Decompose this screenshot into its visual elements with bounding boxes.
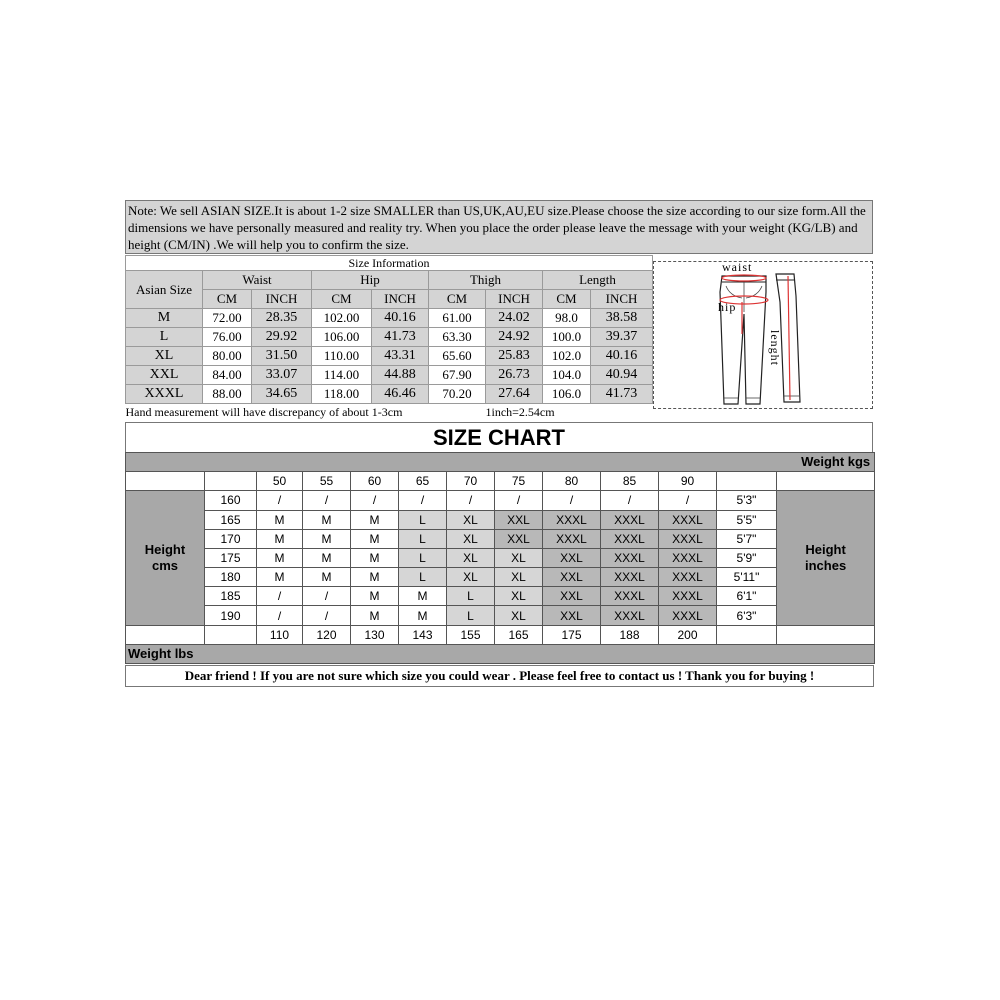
size-cell: XXL	[495, 529, 543, 548]
measurement-cell: 38.58	[591, 309, 653, 328]
size-cell: M	[351, 587, 399, 606]
height-row	[126, 510, 875, 529]
size-cell: /	[399, 491, 447, 510]
measurement-cell: 27.64	[486, 385, 543, 404]
measurement-cell: 25.83	[486, 347, 543, 366]
unit-header: INCH	[372, 290, 429, 309]
waist-header: Waist	[203, 271, 312, 290]
size-information-title: Size Information	[126, 256, 653, 271]
measurement-cell: 46.46	[372, 385, 429, 404]
pants-measurement-diagram	[653, 261, 873, 409]
height-row	[126, 491, 875, 510]
size-cell: XL	[447, 529, 495, 548]
measurement-footnote: Hand measurement will have discrepancy of about 1-3cm	[126, 404, 486, 421]
size-cell: M	[303, 529, 351, 548]
measurement-cell: 65.60	[429, 347, 486, 366]
thigh-header: Thigh	[429, 271, 543, 290]
height-cm-value: 160	[205, 491, 257, 510]
size-information-table	[125, 255, 653, 420]
height-row	[126, 606, 875, 625]
height-cm-value: 170	[205, 529, 257, 548]
weight-kgs-row	[126, 472, 875, 491]
size-cell: XXXL	[659, 548, 717, 567]
measurement-cell: 41.73	[591, 385, 653, 404]
weight-lb-value: 175	[543, 625, 601, 644]
size-cell: M	[399, 587, 447, 606]
size-row	[126, 385, 653, 404]
size-cell: XXXL	[659, 568, 717, 587]
size-cell: XL	[447, 548, 495, 567]
size-cell: M	[257, 529, 303, 548]
measurement-cell: 31.50	[252, 347, 312, 366]
weight-kg-value: 50	[257, 472, 303, 491]
size-cell: M	[399, 606, 447, 625]
weight-lbs-header: Weight lbs	[126, 644, 875, 663]
size-cell: XXL	[543, 568, 601, 587]
height-inch-value: 6'3"	[717, 606, 777, 625]
size-guide-sheet	[125, 200, 875, 687]
size-cell: M	[257, 568, 303, 587]
height-inch-value: 5'11"	[717, 568, 777, 587]
size-label: XL	[126, 347, 203, 366]
size-label: XXXL	[126, 385, 203, 404]
empty-cell	[126, 625, 205, 644]
size-cell: /	[659, 491, 717, 510]
size-cell: /	[303, 587, 351, 606]
size-label: XXL	[126, 366, 203, 385]
conversion-note: 1inch=2.54cm	[486, 404, 653, 421]
measurement-cell: 88.00	[203, 385, 252, 404]
weight-kgs-header: Weight kgs	[126, 453, 875, 472]
measurement-cell: 72.00	[203, 309, 252, 328]
size-row	[126, 366, 653, 385]
size-cell: M	[351, 510, 399, 529]
height-cm-value: 175	[205, 548, 257, 567]
hip-header: Hip	[312, 271, 429, 290]
sizing-note: Note: We sell ASIAN SIZE.It is about 1-2 size SMALLER than US,UK,AU,EU size.Please choose the size according to our size form.All the dimensions we have personally measured and reality try. When you place the order please leave the message with your weight (KG/LB) and height (CM/IN) .We will help you to confirm the size.	[125, 200, 873, 254]
size-cell: /	[303, 491, 351, 510]
size-cell: XXXL	[601, 510, 659, 529]
height-row	[126, 568, 875, 587]
measurement-cell: 41.73	[372, 328, 429, 347]
height-cms-label	[126, 491, 205, 625]
size-cell: XXXL	[659, 587, 717, 606]
size-cell: XL	[447, 510, 495, 529]
size-cell: XXL	[543, 587, 601, 606]
size-cell: L	[447, 587, 495, 606]
measurement-cell: 114.00	[312, 366, 372, 385]
height-cm-value: 185	[205, 587, 257, 606]
weight-lb-value: 130	[351, 625, 399, 644]
size-cell: XL	[495, 568, 543, 587]
length-header: Length	[543, 271, 653, 290]
empty-cell	[777, 625, 875, 644]
measurement-cell: 61.00	[429, 309, 486, 328]
empty-cell	[717, 625, 777, 644]
size-cell: L	[399, 529, 447, 548]
height-cms-label-line2: cms	[151, 557, 179, 573]
size-cell: M	[257, 510, 303, 529]
size-row	[126, 328, 653, 347]
height-inch-value: 6'1"	[717, 587, 777, 606]
weight-lb-value: 200	[659, 625, 717, 644]
size-cell: M	[351, 548, 399, 567]
height-cm-value: 180	[205, 568, 257, 587]
weight-lb-value: 188	[601, 625, 659, 644]
size-cell: XXXL	[543, 529, 601, 548]
size-cell: M	[351, 568, 399, 587]
size-chart-table	[125, 452, 875, 664]
weight-kg-value: 60	[351, 472, 399, 491]
size-cell: /	[257, 491, 303, 510]
measurement-cell: 67.90	[429, 366, 486, 385]
size-cell: XL	[447, 568, 495, 587]
weight-lb-value: 143	[399, 625, 447, 644]
measurement-cell: 110.00	[312, 347, 372, 366]
weight-lbs-row	[126, 625, 875, 644]
unit-header: CM	[203, 290, 252, 309]
weight-kg-value: 80	[543, 472, 601, 491]
size-cell: /	[495, 491, 543, 510]
weight-lb-value: 110	[257, 625, 303, 644]
unit-header: INCH	[252, 290, 312, 309]
size-cell: XXXL	[601, 606, 659, 625]
height-inch-value: 5'5"	[717, 510, 777, 529]
height-inches-label	[777, 491, 875, 625]
size-row	[126, 347, 653, 366]
contact-note: Dear friend ! If you are not sure which size you could wear . Please feel free to contact us ! Thank you for buying !	[125, 665, 874, 687]
measurement-cell: 24.02	[486, 309, 543, 328]
size-cell: /	[543, 491, 601, 510]
size-cell: M	[303, 510, 351, 529]
measurement-cell: 98.0	[543, 309, 591, 328]
height-inch-value: 5'9"	[717, 548, 777, 567]
size-cell: XXL	[543, 606, 601, 625]
waist-label: waist	[722, 260, 753, 274]
height-inches-label-line1: Height	[805, 541, 846, 557]
measurement-cell: 34.65	[252, 385, 312, 404]
measurement-cell: 84.00	[203, 366, 252, 385]
hip-label: hip	[718, 300, 737, 314]
size-cell: M	[351, 529, 399, 548]
size-cell: XXXL	[659, 529, 717, 548]
size-cell: XL	[495, 606, 543, 625]
size-cell: /	[601, 491, 659, 510]
size-cell: /	[303, 606, 351, 625]
height-cm-value: 190	[205, 606, 257, 625]
measurement-cell: 63.30	[429, 328, 486, 347]
size-cell: M	[303, 568, 351, 587]
size-label: L	[126, 328, 203, 347]
size-cell: XXXL	[659, 510, 717, 529]
size-cell: XXXL	[601, 587, 659, 606]
measurement-cell: 40.94	[591, 366, 653, 385]
length-label: lenght	[768, 330, 782, 366]
measurement-cell: 118.00	[312, 385, 372, 404]
unit-header: CM	[312, 290, 372, 309]
height-inch-value: 5'7"	[717, 529, 777, 548]
weight-kg-value: 75	[495, 472, 543, 491]
size-cell: L	[399, 510, 447, 529]
size-cell: /	[257, 587, 303, 606]
size-cell: L	[399, 548, 447, 567]
measurement-cell: 29.92	[252, 328, 312, 347]
height-inch-value: 5'3"	[717, 491, 777, 510]
unit-header: CM	[543, 290, 591, 309]
empty-cell	[717, 472, 777, 491]
height-row	[126, 529, 875, 548]
size-cell: XL	[495, 548, 543, 567]
measurement-cell: 80.00	[203, 347, 252, 366]
size-cell: XXL	[543, 548, 601, 567]
height-row	[126, 548, 875, 567]
weight-lb-value: 155	[447, 625, 495, 644]
height-row	[126, 587, 875, 606]
size-cell: L	[447, 606, 495, 625]
size-cell: M	[303, 548, 351, 567]
height-inches-label-line2: inches	[804, 557, 847, 573]
asian-size-header: Asian Size	[126, 271, 203, 309]
measurement-cell: 102.0	[543, 347, 591, 366]
size-cell: /	[351, 491, 399, 510]
unit-header: INCH	[591, 290, 653, 309]
weight-kg-value: 65	[399, 472, 447, 491]
size-cell: XXXL	[601, 568, 659, 587]
measurement-cell: 100.0	[543, 328, 591, 347]
size-cell: M	[351, 606, 399, 625]
size-chart-title: SIZE CHART	[125, 422, 873, 452]
empty-cell	[205, 472, 257, 491]
measurement-cell: 26.73	[486, 366, 543, 385]
measurement-cell: 28.35	[252, 309, 312, 328]
unit-header: INCH	[486, 290, 543, 309]
measurement-cell: 102.00	[312, 309, 372, 328]
weight-kg-value: 90	[659, 472, 717, 491]
weight-lb-value: 165	[495, 625, 543, 644]
size-cell: /	[257, 606, 303, 625]
measurement-cell: 40.16	[591, 347, 653, 366]
weight-kg-value: 70	[447, 472, 495, 491]
size-cell: M	[257, 548, 303, 567]
height-cms-label-line1: Height	[144, 541, 186, 557]
measurement-cell: 106.00	[312, 328, 372, 347]
size-label: M	[126, 309, 203, 328]
weight-kg-value: 85	[601, 472, 659, 491]
measurement-cell: 43.31	[372, 347, 429, 366]
empty-cell	[205, 625, 257, 644]
measurement-cell: 44.88	[372, 366, 429, 385]
size-cell: /	[447, 491, 495, 510]
unit-header: CM	[429, 290, 486, 309]
size-cell: L	[399, 568, 447, 587]
size-cell: XL	[495, 587, 543, 606]
measurement-cell: 24.92	[486, 328, 543, 347]
pants-illustration	[654, 262, 872, 408]
empty-cell	[126, 472, 205, 491]
height-cm-value: 165	[205, 510, 257, 529]
empty-cell	[777, 472, 875, 491]
size-cell: XXL	[495, 510, 543, 529]
measurement-cell: 104.0	[543, 366, 591, 385]
size-row	[126, 309, 653, 328]
measurement-cell: 40.16	[372, 309, 429, 328]
weight-kg-value: 55	[303, 472, 351, 491]
size-cell: XXXL	[659, 606, 717, 625]
measurement-cell: 33.07	[252, 366, 312, 385]
measurement-cell: 76.00	[203, 328, 252, 347]
measurement-cell: 39.37	[591, 328, 653, 347]
measurement-cell: 70.20	[429, 385, 486, 404]
measurement-cell: 106.0	[543, 385, 591, 404]
size-cell: XXXL	[601, 548, 659, 567]
size-cell: XXXL	[601, 529, 659, 548]
size-cell: XXXL	[543, 510, 601, 529]
weight-lb-value: 120	[303, 625, 351, 644]
